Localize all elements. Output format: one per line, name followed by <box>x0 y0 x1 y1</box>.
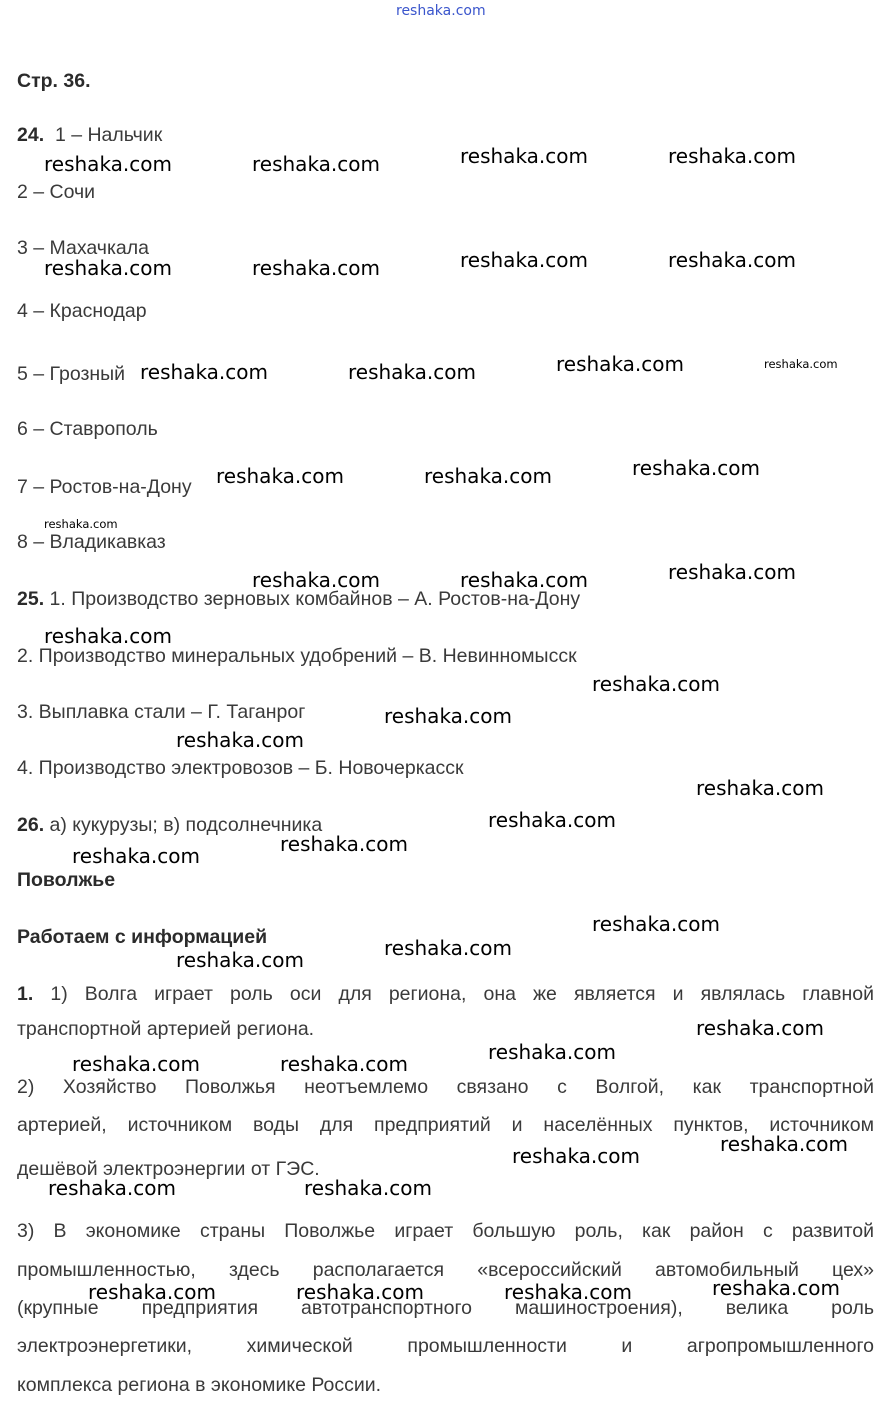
watermark: reshaka.com <box>424 464 552 488</box>
watermark: reshaka.com <box>504 1280 632 1304</box>
q25-item-2: 2. Производство минеральных удобрений – В. Невинномысск <box>17 645 577 667</box>
watermark: reshaka.com <box>460 248 588 272</box>
task1-p3-line-4: электроэнергетики, химической промышленности и агропромышленного <box>17 1335 874 1357</box>
watermark: reshaka.com <box>696 776 824 800</box>
task1-number: 1. <box>17 983 34 1005</box>
q26-line <box>17 813 322 837</box>
page-label: Стр. 36. <box>17 70 91 92</box>
watermark: reshaka.com <box>488 1040 616 1064</box>
task1-p2-line-2: артерией, источником воды для предприятий и населённых пунктов, источником <box>17 1114 874 1136</box>
section-subtitle: Работаем с информацией <box>17 926 268 948</box>
task1-p3-line-2: промышленностью, здесь располагается «всероссийский автомобильный цех» <box>17 1259 874 1281</box>
task1-p1-line-1 <box>17 982 874 1006</box>
task1-p2-line-3: дешёвой электроэнергии от ГЭС. <box>17 1158 320 1180</box>
watermark: reshaka.com <box>140 360 268 384</box>
task1-p3-line-5: комплекса региона в экономике России. <box>17 1374 382 1396</box>
watermark: reshaka.com <box>512 1144 640 1168</box>
watermark: reshaka.com <box>668 560 796 584</box>
task1-p1-line-2: транспортной артерией региона. <box>17 1018 315 1040</box>
watermark: reshaka.com <box>176 728 304 752</box>
watermark: reshaka.com <box>252 256 380 280</box>
watermark: reshaka.com <box>384 704 512 728</box>
watermark: reshaka.com <box>176 948 304 972</box>
watermark: reshaka.com <box>764 357 838 371</box>
q24-item-3: 3 – Махачкала <box>17 237 149 259</box>
watermark: reshaka.com <box>632 456 760 480</box>
watermark: reshaka.com <box>280 832 408 856</box>
watermark: reshaka.com <box>44 517 118 531</box>
watermark: reshaka.com <box>668 248 796 272</box>
q24-item-text: 1 – Нальчик <box>54 124 163 146</box>
task1-p3-line-3: (крупные предприятия автотранспортного машиностроения), велика роль <box>17 1297 874 1319</box>
q25-item-text: 1. Производство зерновых комбайнов – А. Ростов-на-Дону <box>49 588 581 610</box>
q26-number: 26. <box>17 814 45 836</box>
q24-item-2: 2 – Сочи <box>17 181 96 203</box>
q24-item-8: 8 – Владикавказ <box>17 531 166 553</box>
watermark: reshaka.com <box>72 844 200 868</box>
watermark: reshaka.com <box>296 1280 424 1304</box>
watermark: reshaka.com <box>348 360 476 384</box>
q24-item-6: 6 – Ставрополь <box>17 418 158 440</box>
watermark: reshaka.com <box>460 568 588 592</box>
watermark: reshaka.com <box>216 464 344 488</box>
q24-item-4: 4 – Краснодар <box>17 300 147 322</box>
q25-number: 25. <box>17 588 45 610</box>
watermark: reshaka.com <box>252 568 380 592</box>
watermark: reshaka.com <box>304 1176 432 1200</box>
watermark: reshaka.com <box>720 1132 848 1156</box>
task1-p2-line-1: 2) Хозяйство Поволжья неотъемлемо связано с Волгой, как транспортной <box>17 1076 874 1098</box>
section-title: Поволжье <box>17 869 116 891</box>
q25-item-4: 4. Производство электровозов – Б. Новочеркасск <box>17 757 464 779</box>
watermark: reshaka.com <box>488 808 616 832</box>
q26-text: а) кукурузы; в) подсолнечника <box>49 814 323 836</box>
watermark: reshaka.com <box>384 936 512 960</box>
watermark: reshaka.com <box>88 1280 216 1304</box>
watermark: reshaka.com <box>592 912 720 936</box>
watermark: reshaka.com <box>460 144 588 168</box>
header-watermark: reshaka.com <box>396 3 486 19</box>
watermark: reshaka.com <box>44 152 172 176</box>
watermark: reshaka.com <box>668 144 796 168</box>
watermark: reshaka.com <box>556 352 684 376</box>
task1-p3-line-1: 3) В экономике страны Поволжье играет большую роль, как район с развитой <box>17 1220 874 1242</box>
q25-item-3: 3. Выплавка стали – Г. Таганрог <box>17 701 306 723</box>
watermark: reshaka.com <box>592 672 720 696</box>
q24-item-7: 7 – Ростов-на-Дону <box>17 476 192 498</box>
watermark: reshaka.com <box>252 152 380 176</box>
watermark: reshaka.com <box>44 624 172 648</box>
watermark: reshaka.com <box>280 1052 408 1076</box>
watermark: reshaka.com <box>712 1276 840 1300</box>
watermark: reshaka.com <box>696 1016 824 1040</box>
watermark: reshaka.com <box>44 256 172 280</box>
q24-item-1 <box>17 123 162 147</box>
watermark: reshaka.com <box>48 1176 176 1200</box>
watermark: reshaka.com <box>72 1052 200 1076</box>
task1-p1-text: 1) Волга играет роль оси для региона, она же является и являлась главной <box>50 983 874 1005</box>
q24-item-5: 5 – Грозный <box>17 363 126 385</box>
q24-number: 24. <box>17 124 45 146</box>
